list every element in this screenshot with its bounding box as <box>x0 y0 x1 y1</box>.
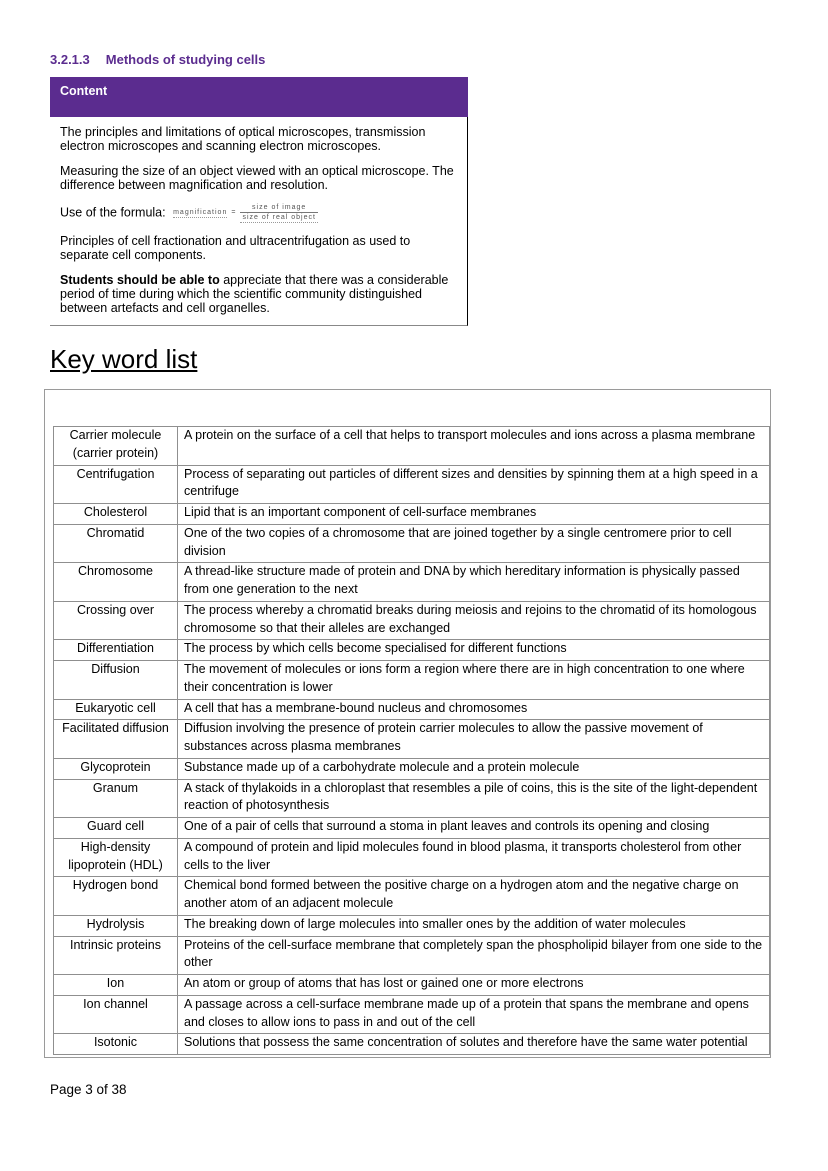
keyword-definition: A stack of thylakoids in a chloroplast that resembles a pile of coins, this is the site of the light-dependent reaction of photosynthesis <box>178 779 770 818</box>
table-row <box>54 661 770 700</box>
keyword-definition: Solutions that possess the same concentration of solutes and therefore have the same water potential <box>178 1034 770 1055</box>
keyword-term: Guard cell <box>54 818 178 839</box>
formula-line <box>60 203 457 223</box>
keyword-definition: The process by which cells become specialised for different functions <box>178 640 770 661</box>
table-row <box>54 720 770 759</box>
table-row <box>54 915 770 936</box>
keyword-term: Ion <box>54 975 178 996</box>
keyword-table-body <box>54 427 770 1055</box>
table-row <box>54 995 770 1034</box>
keyword-definition: A thread-like structure made of protein and DNA by which hereditary information is physically passed from one generation to the next <box>178 563 770 602</box>
keyword-term: Crossing over <box>54 601 178 640</box>
formula-numerator: size of image <box>240 203 317 213</box>
keyword-definition: One of the two copies of a chromosome that are joined together by a single centromere prior to cell division <box>178 524 770 563</box>
keyword-definition: Chemical bond formed between the positive charge on a hydrogen atom and the negative charge on another atom of an adjacent molecule <box>178 877 770 916</box>
content-box-header: Content <box>50 77 468 117</box>
paragraph-microscopes: The principles and limitations of optical microscopes, transmission electron microscopes and scanning electron microscopes. <box>60 125 426 153</box>
keyword-term: Eukaryotic cell <box>54 699 178 720</box>
magnification-formula <box>173 203 318 223</box>
keyword-term: Cholesterol <box>54 504 178 525</box>
students-should-rest: appreciate that there was a considerable period of time during which the scientific community distinguished between artefacts and cell organelles. <box>60 273 449 316</box>
keyword-definition: Diffusion involving the presence of protein carrier molecules to allow the passive movement of substances across plasma membranes <box>178 720 770 759</box>
keyword-definition: A cell that has a membrane-bound nucleus and chromosomes <box>178 699 770 720</box>
table-row <box>54 975 770 996</box>
keyword-term: Facilitated diffusion <box>54 720 178 759</box>
keyword-term: Carrier molecule (carrier protein) <box>54 427 178 466</box>
keyword-term: Granum <box>54 779 178 818</box>
keyword-table-frame <box>44 389 771 1058</box>
keyword-term: Chromosome <box>54 563 178 602</box>
keyword-term: Ion channel <box>54 995 178 1034</box>
keyword-term: Centrifugation <box>54 465 178 504</box>
table-row <box>54 838 770 877</box>
keyword-term: Hydrolysis <box>54 915 178 936</box>
table-row <box>54 563 770 602</box>
table-row <box>54 779 770 818</box>
table-row <box>54 504 770 525</box>
keyword-term: Chromatid <box>54 524 178 563</box>
students-should-bold: Students should be able to <box>60 273 220 288</box>
keyword-list-heading: Key word list <box>50 344 198 375</box>
keyword-term: Differentiation <box>54 640 178 661</box>
keyword-table <box>53 426 770 1055</box>
table-row <box>54 877 770 916</box>
table-row <box>54 524 770 563</box>
keyword-definition: The movement of molecules or ions form a region where there are in high concentration to one where their concentration is lower <box>178 661 770 700</box>
keyword-term: Isotonic <box>54 1034 178 1055</box>
paragraph-measuring: Measuring the size of an object viewed with an optical microscope. The difference between magnification and resolution. <box>60 164 454 192</box>
keyword-definition: Substance made up of a carbohydrate molecule and a protein molecule <box>178 758 770 779</box>
table-row <box>54 427 770 466</box>
keyword-term: High-density lipoprotein (HDL) <box>54 838 178 877</box>
paragraph-students <box>60 273 457 315</box>
section-number: 3.2.1.3 <box>50 52 90 67</box>
formula-lhs: magnification <box>173 208 228 216</box>
keyword-term: Hydrogen bond <box>54 877 178 916</box>
keyword-term: Glycoprotein <box>54 758 178 779</box>
content-box-body <box>50 117 468 326</box>
keyword-definition: Process of separating out particles of different sizes and densities by spinning them at a high speed in a centrifuge <box>178 465 770 504</box>
keyword-definition: One of a pair of cells that surround a stoma in plant leaves and controls its opening and closing <box>178 818 770 839</box>
section-heading <box>50 52 771 67</box>
table-row <box>54 601 770 640</box>
content-box <box>50 77 468 326</box>
table-row <box>54 699 770 720</box>
formula-label: Use of the formula: <box>60 205 166 220</box>
paragraph-fractionation: Principles of cell fractionation and ultracentrifugation as used to separate cell components. <box>60 234 411 263</box>
keyword-definition: A compound of protein and lipid molecules found in blood plasma, it transports cholesterol from other cells to the liver <box>178 838 770 877</box>
table-row <box>54 936 770 975</box>
table-row <box>54 758 770 779</box>
keyword-definition: The breaking down of large molecules into smaller ones by the addition of water molecules <box>178 915 770 936</box>
keyword-definition: Lipid that is an important component of cell-surface membranes <box>178 504 770 525</box>
keyword-definition: A passage across a cell-surface membrane made up of a protein that spans the membrane and opens and closes to allow ions to pass in and out of the cell <box>178 995 770 1034</box>
table-row <box>54 465 770 504</box>
table-row <box>54 818 770 839</box>
keyword-term: Intrinsic proteins <box>54 936 178 975</box>
keyword-definition: A protein on the surface of a cell that helps to transport molecules and ions across a plasma membrane <box>178 427 770 466</box>
table-row <box>54 640 770 661</box>
section-title: Methods of studying cells <box>105 52 266 67</box>
page-number: Page 3 of 38 <box>50 1082 127 1098</box>
formula-fraction <box>240 203 317 223</box>
keyword-definition: Proteins of the cell-surface membrane that completely span the phospholipid bilayer from one side to the other <box>178 936 770 975</box>
document-page <box>44 52 771 1097</box>
keyword-term: Diffusion <box>54 661 178 700</box>
formula-denominator: size of real object <box>240 213 317 223</box>
keyword-definition: The process whereby a chromatid breaks during meiosis and rejoins to the chromatid of its homologous chromosome so that their alleles are exchanged <box>178 601 770 640</box>
table-row <box>54 1034 770 1055</box>
formula-equals: = <box>231 209 237 217</box>
keyword-definition: An atom or group of atoms that has lost or gained one or more electrons <box>178 975 770 996</box>
